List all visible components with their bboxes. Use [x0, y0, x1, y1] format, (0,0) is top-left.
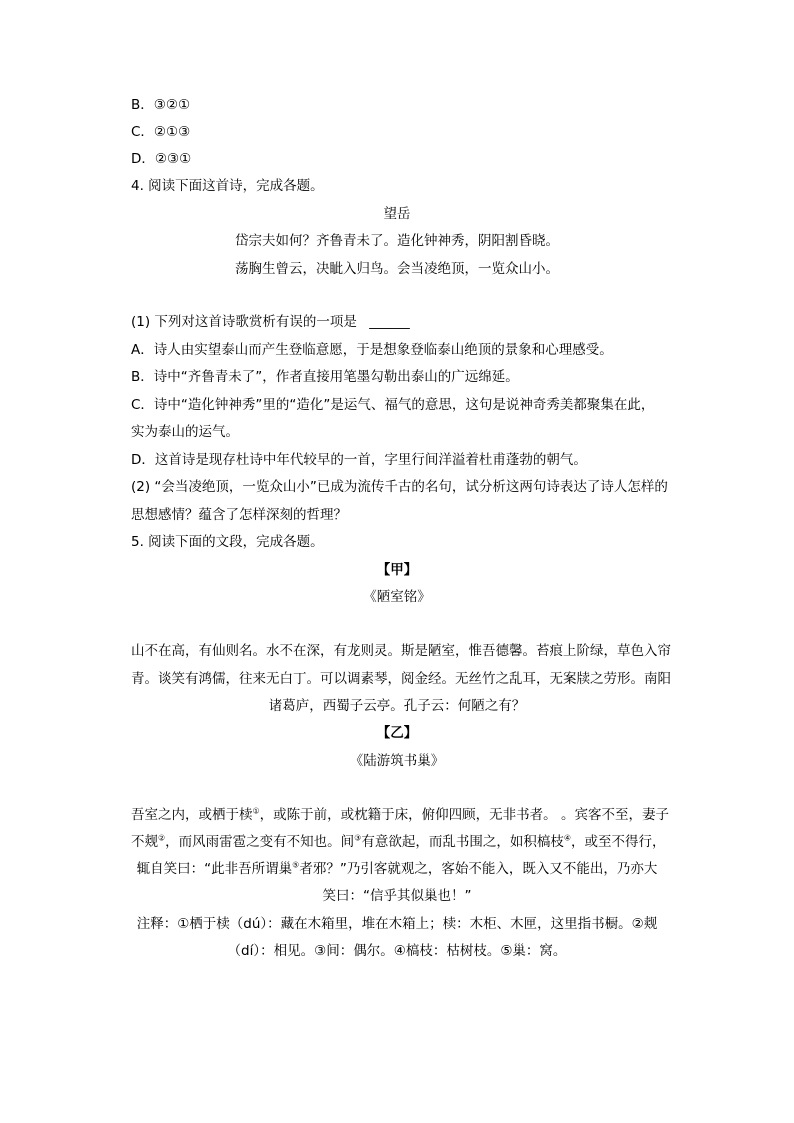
- passage-yi-line-1: [131, 806, 669, 824]
- passage-yi-text: 者邪？”乃引客就观之，客始不能入，既入又不能出，乃亦大: [299, 861, 658, 877]
- footnote-marker: ③: [354, 833, 362, 843]
- q5-intro: 5. 阅读下面的文段，完成各题。: [131, 534, 324, 550]
- footnote-marker: ②: [158, 833, 166, 843]
- q3-option-d: D．②③①: [131, 151, 192, 167]
- q4-sub1-prompt: [131, 313, 410, 331]
- passage-yi-text: 辄自笑曰：“此非吾所谓巢: [136, 861, 293, 877]
- passage-jia-line-3: 诸葛庐，西蜀子云亭。孔子云：何陋之有？: [268, 698, 526, 714]
- passage-jia-line-2: 青。谈笑有鸿儒，往来无白丁。可以调素琴，阅金经。无丝竹之乱耳，无案牍之劳形。南阳: [131, 671, 671, 687]
- passage-yi-line-2: [131, 833, 666, 851]
- answer-blank: ______: [369, 314, 410, 330]
- q3-option-c: C．②①③: [131, 124, 191, 140]
- q4-option-c-line1: C．诗中“造化钟神秀”里的“造化”是运气、福气的意思，这句是说神奇秀美都聚集在此，: [131, 397, 655, 413]
- q4-option-a: A．诗人由实望泰山而产生登临意愿，于是想象登临泰山绝顶的景象和心理感受。: [131, 342, 613, 358]
- poem-line-1: 岱宗夫如何？齐鲁青未了。造化钟神秀，阴阳割昏晓。: [235, 233, 559, 249]
- passage-yi-text: 不觌: [131, 834, 158, 850]
- footnote-marker: ①: [252, 806, 260, 816]
- poem-title: 望岳: [383, 206, 411, 222]
- passage-yi-line-4: 笑曰：“信乎其似巢也！”: [322, 888, 472, 904]
- footnote-marker: ④: [563, 833, 572, 843]
- passage-yi-line-3: [0, 860, 794, 878]
- passage-jia-title: 《陋室铭》: [363, 589, 431, 605]
- passage-yi-text: ，而风雨雷雹之变有不知也。间: [165, 834, 355, 850]
- passage-jia-label: 【甲】: [376, 562, 418, 578]
- passage-yi-label: 【乙】: [376, 725, 418, 741]
- q4-sub1-text: (1) 下列对这首诗歌赏析有误的一项是: [131, 314, 357, 330]
- q4-option-c-line2: 实为泰山的运气。: [131, 424, 239, 440]
- q4-option-d: D．这首诗是现存杜诗中年代较早的一首，字里行间洋溢着杜甫蓬勃的朝气。: [131, 452, 587, 468]
- passage-yi-text: ，或至不得行，: [571, 834, 666, 850]
- footnote-line-2: （dí）：相见。③间：偶尔。④槁枝：枯树枝。⑤巢：窝。: [227, 943, 567, 959]
- passage-yi-text: 有意欲起，而乱书围之，如积槁枝: [361, 834, 564, 850]
- footnote-marker: ⑤: [292, 860, 300, 870]
- poem-line-2: 荡胸生曾云，决眦入归鸟。会当凌绝顶，一览众山小。: [235, 261, 559, 277]
- q4-sub2-line2: 思想感情？蕴含了怎样深刻的哲理？: [131, 507, 347, 523]
- passage-yi-text: ，或陈于前，或枕籍于床，俯仰四顾，无非书者。 。宾客不至，妻子: [259, 807, 669, 823]
- q4-option-b: B．诗中“齐鲁青未了”，作者直接用笔墨勾勒出泰山的广远绵延。: [131, 369, 519, 385]
- footnote-line-1: 注释：①栖于椟（dú）：藏在木箱里，堆在木箱上；椟：木柜、木匣，这里指书橱。②觌: [136, 916, 658, 932]
- passage-jia-line-1: 山不在高，有仙则名。水不在深，有龙则灵。斯是陋室，惟吾德馨。苔痕上阶绿，草色入帘: [131, 643, 671, 659]
- passage-yi-title: 《陆游筑书巢》: [349, 753, 445, 769]
- q3-option-b: B．③②①: [131, 97, 191, 113]
- q4-sub2-line1: (2) “会当凌绝顶，一览众山小”已成为流传千古的名句，试分析这两句诗表达了诗人怎样的: [131, 479, 668, 495]
- q4-intro: 4. 阅读下面这首诗，完成各题。: [131, 178, 324, 194]
- passage-yi-text: 吾室之内，或栖于椟: [131, 807, 253, 823]
